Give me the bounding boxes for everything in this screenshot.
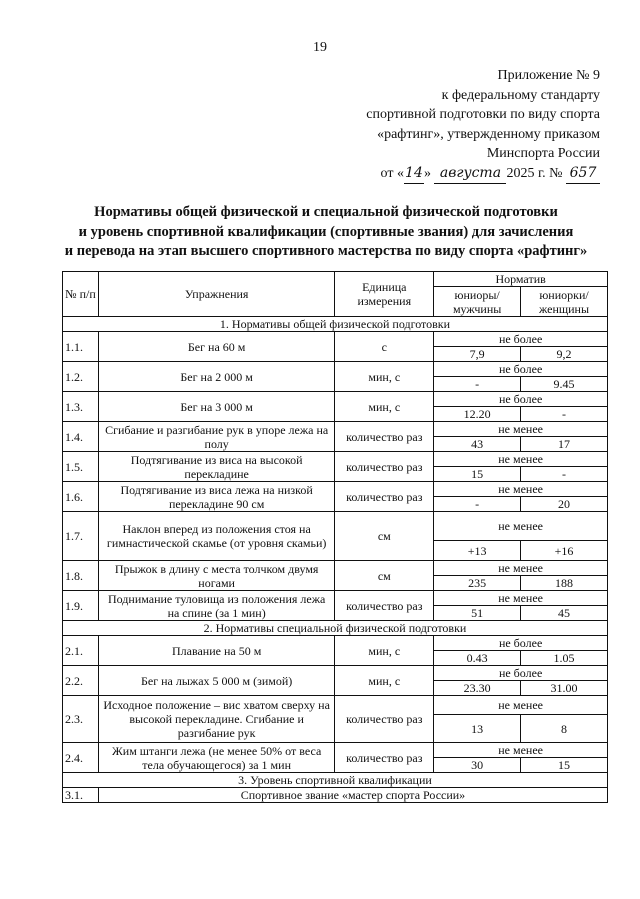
male-value: 13: [434, 715, 521, 743]
exercise-name: Сгибание и разгибание рук в упоре лежа на полу: [98, 422, 334, 452]
exercise-name: Подтягивание из виса на высокой перекладине: [98, 452, 334, 482]
exercise-name: Бег на 3 000 м: [98, 392, 334, 422]
female-value: 31.00: [521, 681, 608, 696]
exercise-name: Жим штанги лежа (не менее 50% от веса тела обучающегося) за 1 мин: [98, 743, 334, 773]
appendix-line: спортивной подготовки по виду спорта: [366, 107, 600, 122]
section-title: 1. Нормативы общей физической подготовки: [63, 317, 608, 332]
exercise-name: Поднимание туловища из положения лежа на спине (за 1 мин): [98, 591, 334, 621]
table-row: [63, 591, 608, 606]
row-number: 1.4.: [63, 422, 99, 452]
row-number: 1.6.: [63, 482, 99, 512]
section-title: 2. Нормативы специальной физической подготовки: [63, 621, 608, 636]
table-row: [63, 512, 608, 541]
female-value: 17: [521, 437, 608, 452]
appendix-line: Минспорта России: [486, 146, 600, 161]
row-number: 1.2.: [63, 362, 99, 392]
row-number: 1.7.: [63, 512, 99, 561]
unit-of-measure: мин, с: [335, 392, 434, 422]
unit-of-measure: мин, с: [335, 666, 434, 696]
row-number: 2.3.: [63, 696, 99, 743]
female-value: -: [521, 407, 608, 422]
female-value: 1.05: [521, 651, 608, 666]
male-value: 235: [434, 576, 521, 591]
table-row: [63, 636, 608, 651]
title-line: и уровень спортивной квалификации (спортивные звания) для зачисления: [78, 223, 574, 240]
header-num: № п/п: [63, 272, 99, 317]
norm-condition: не менее: [434, 743, 608, 758]
female-value: 188: [521, 576, 608, 591]
unit-of-measure: с: [335, 332, 434, 362]
norms-table: [62, 271, 608, 803]
norm-condition: не менее: [434, 512, 608, 541]
appendix-block: [320, 66, 600, 184]
norm-condition: не более: [434, 332, 608, 347]
table-row: [63, 392, 608, 407]
unit-of-measure: количество раз: [335, 743, 434, 773]
table-row: [63, 332, 608, 347]
document-title: [40, 203, 612, 262]
order-number: 657: [566, 164, 600, 185]
unit-of-measure: мин, с: [335, 636, 434, 666]
male-value: 23.30: [434, 681, 521, 696]
title-line: Нормативы общей физической и специальной физической подготовки: [94, 204, 558, 220]
appendix-line: к федеральному стандарту: [441, 87, 600, 103]
appendix-date-line: [320, 164, 600, 185]
header-female: юниорки/ женщины: [521, 287, 608, 317]
unit-of-measure: количество раз: [335, 482, 434, 512]
female-value: 20: [521, 497, 608, 512]
table-row: [63, 788, 608, 803]
table-row: [63, 743, 608, 758]
table-row: [63, 696, 608, 715]
male-value: -: [434, 377, 521, 392]
header-norm: Норматив: [434, 272, 608, 287]
exercise-name: Плавание на 50 м: [98, 636, 334, 666]
row-number: 1.9.: [63, 591, 99, 621]
header-exercise: Упражнения: [98, 272, 334, 317]
norm-condition: не более: [434, 362, 608, 377]
norm-condition: не менее: [434, 452, 608, 467]
unit-of-measure: см: [335, 561, 434, 591]
row-number: 1.5.: [63, 452, 99, 482]
norm-condition: не менее: [434, 696, 608, 715]
norm-condition: не более: [434, 666, 608, 681]
exercise-name: Бег на 2 000 м: [98, 362, 334, 392]
female-value: 15: [521, 758, 608, 773]
exercise-name: Наклон вперед из положения стоя на гимнастической скамье (от уровня скамьи): [98, 512, 334, 561]
female-value: +16: [521, 541, 608, 561]
table-row: [63, 666, 608, 681]
norm-condition: не менее: [434, 561, 608, 576]
male-value: -: [434, 497, 521, 512]
table-row: [63, 362, 608, 377]
male-value: 51: [434, 606, 521, 621]
norms-table-body: [63, 272, 608, 803]
date-day: 14: [404, 164, 424, 185]
row-number: 1.3.: [63, 392, 99, 422]
norm-condition: не менее: [434, 591, 608, 606]
row-number: 2.1.: [63, 636, 99, 666]
section-title: 3. Уровень спортивной квалификации: [63, 773, 608, 788]
date-year: 2025 г. №: [506, 165, 563, 181]
date-mid: »: [423, 165, 431, 181]
appendix-line: «рафтинг», утвержденному приказом: [377, 126, 600, 142]
table-row: [63, 482, 608, 497]
section-header-row: [63, 621, 608, 636]
section-header-row: [63, 773, 608, 788]
norm-condition: не менее: [434, 482, 608, 497]
title-line: и перевода на этап высшего спортивного мастерства по виду спорта «рафтинг»: [64, 243, 588, 259]
date-prefix: от «: [380, 165, 404, 181]
unit-of-measure: количество раз: [335, 422, 434, 452]
row-number: 2.2.: [63, 666, 99, 696]
male-value: 12.20: [434, 407, 521, 422]
female-value: 9,2: [521, 347, 608, 362]
exercise-name: Бег на лыжах 5 000 м (зимой): [98, 666, 334, 696]
row-number: 1.8.: [63, 561, 99, 591]
unit-of-measure: количество раз: [335, 591, 434, 621]
table-row: [63, 561, 608, 576]
male-value: 43: [434, 437, 521, 452]
date-month: августа: [434, 164, 506, 185]
female-value: 9.45: [521, 377, 608, 392]
male-value: 15: [434, 467, 521, 482]
norm-condition: не более: [434, 392, 608, 407]
norm-condition: не более: [434, 636, 608, 651]
row-number: 3.1.: [63, 788, 99, 803]
row-number: 2.4.: [63, 743, 99, 773]
exercise-name: Подтягивание из виса лежа на низкой перекладине 90 см: [98, 482, 334, 512]
unit-of-measure: см: [335, 512, 434, 561]
qualification-text: Спортивное звание «мастер спорта России»: [98, 788, 607, 803]
table-row: [63, 422, 608, 437]
unit-of-measure: мин, с: [335, 362, 434, 392]
male-value: 7,9: [434, 347, 521, 362]
unit-of-measure: количество раз: [335, 452, 434, 482]
female-value: -: [521, 467, 608, 482]
row-number: 1.1.: [63, 332, 99, 362]
table-row: [63, 452, 608, 467]
page-number: 19: [313, 40, 327, 55]
male-value: 30: [434, 758, 521, 773]
exercise-name: Бег на 60 м: [98, 332, 334, 362]
female-value: 8: [521, 715, 608, 743]
male-value: 0.43: [434, 651, 521, 666]
unit-of-measure: количество раз: [335, 696, 434, 743]
exercise-name: Исходное положение – вис хватом сверху на высокой перекладине. Сгибание и разгибание рук: [98, 696, 334, 743]
male-value: +13: [434, 541, 521, 561]
female-value: 45: [521, 606, 608, 621]
header-unit: Единица измерения: [335, 272, 434, 317]
appendix-line: Приложение № 9: [497, 68, 600, 83]
exercise-name: Прыжок в длину с места толчком двумя ногами: [98, 561, 334, 591]
section-header-row: [63, 317, 608, 332]
norm-condition: не менее: [434, 422, 608, 437]
header-male: юниоры/ мужчины: [434, 287, 521, 317]
